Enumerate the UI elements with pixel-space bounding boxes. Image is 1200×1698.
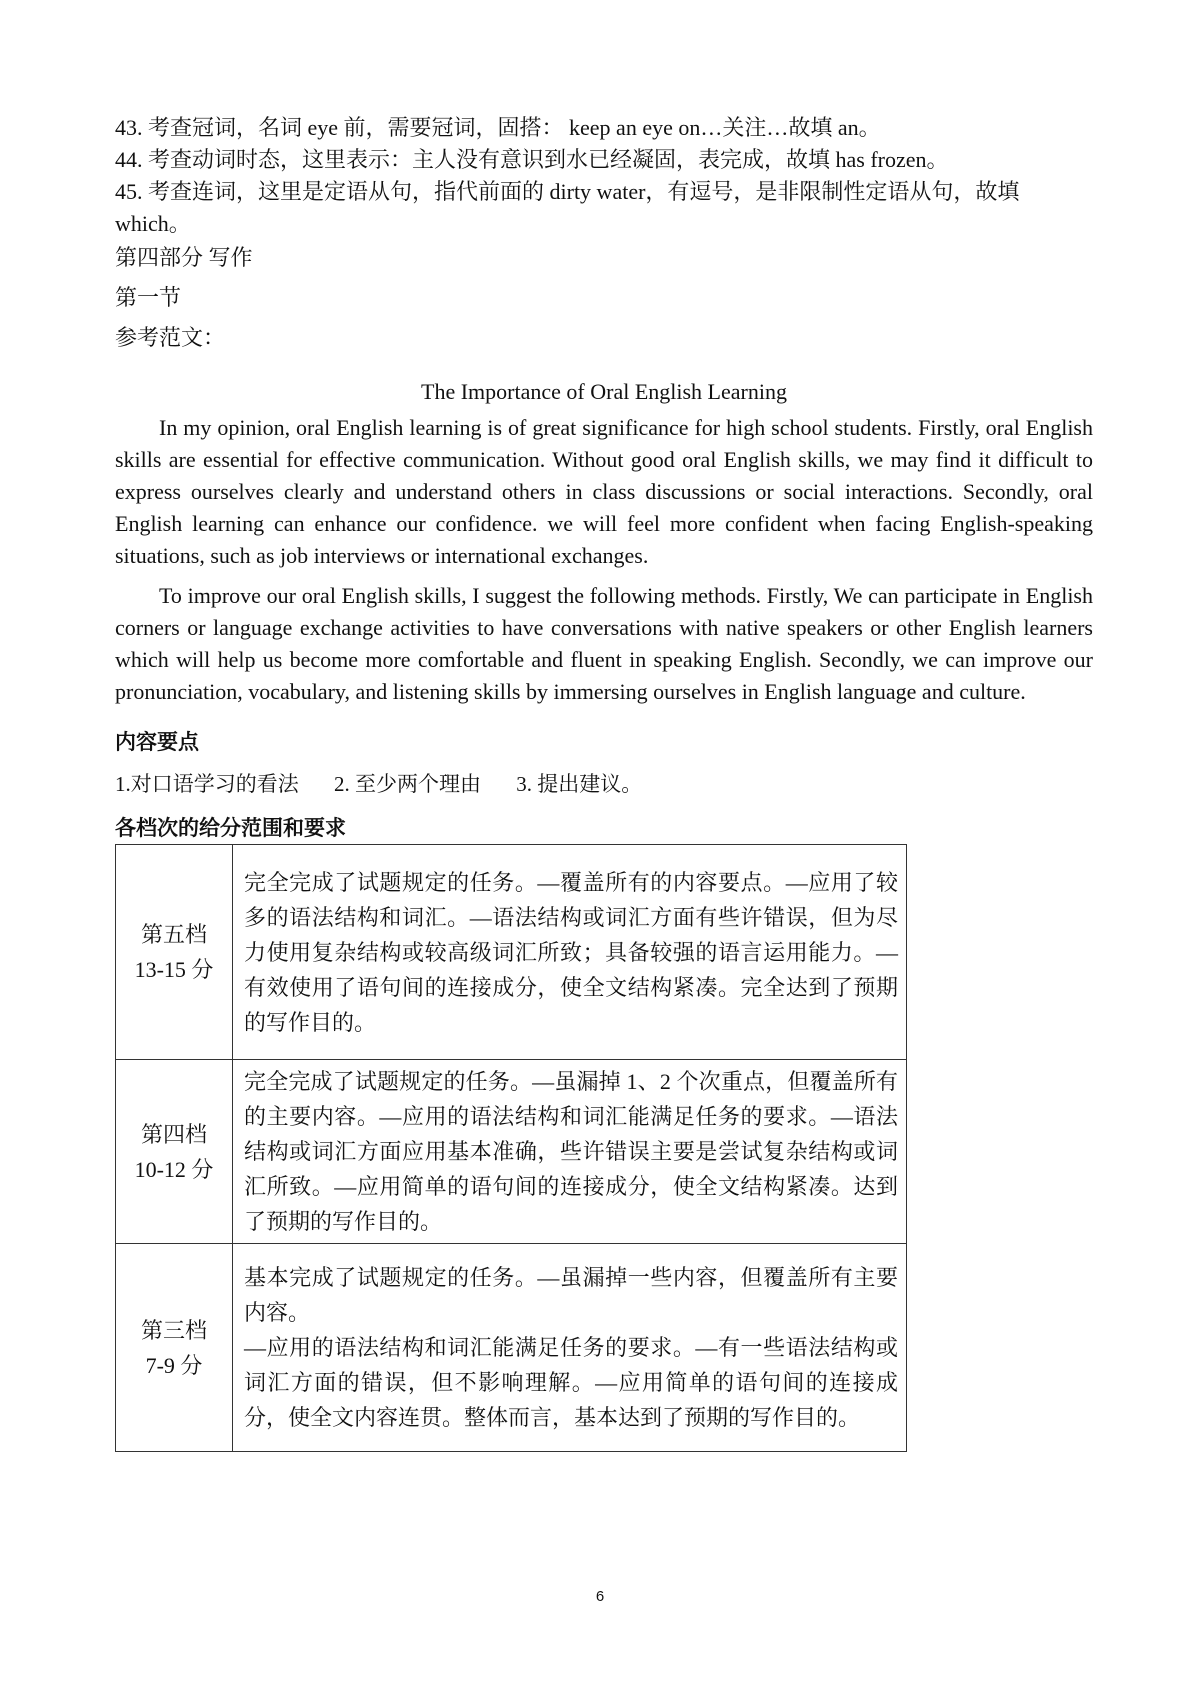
answer-45: 45. 考查连词，这里是定语从句，指代前面的 dirty water，有逗号，是非限制性定语从句，故填 which。 (115, 179, 1020, 236)
scoring-table (115, 844, 907, 1452)
scoring-heading: 各档次的给分范围和要求 (115, 816, 346, 840)
grade-description: 完全完成了试题规定的任务。—虽漏掉 1、2 个次重点，但覆盖所有的主要内容。—应用的语法结构和词汇能满足任务的要求。—语法结构或词汇方面应用基本准确，些许错误主要是尝试复杂结构或词汇所致。—应用简单的语句间的连接成分，使全文结构紧凑。达到了预期的写作目的。 (233, 1060, 907, 1244)
grade-range: 13-15 分 (134, 957, 214, 982)
answer-44: 44. 考查动词时态，这里表示：主人没有意识到水已经凝固，表完成，故填 has frozen。 (115, 147, 949, 172)
grade-description (233, 1244, 907, 1452)
grade-range: 10-12 分 (134, 1156, 214, 1182)
page-number: 6 (595, 1588, 605, 1605)
content-point-3: 3. 提出建议。 (516, 772, 643, 796)
grade-description: 完全完成了试题规定的任务。—覆盖所有的内容要点。—应用了较多的语法结构和词汇。—语法结构或词汇方面有些许错误，但为尽力使用复杂结构或较高级词汇所致；具备较强的语言运用能力。—有效使用了语句间的连接成分，使全文结构紧凑。完全达到了预期的写作目的。 (233, 845, 907, 1060)
sample-label: 参考范文： (115, 325, 226, 350)
grade-cell (116, 845, 233, 1060)
essay-paragraph-2: To improve our oral English skills, I suggest the following methods. Firstly, We can participate in English corners or language exchange activities to have conversations with native speakers or other English learners which will help us become more comfortable and fluent in speaking English. Secondly, we can improve our pronunciation, vocabulary, and listening skills by immersing ourselves in English language and culture. (115, 583, 1093, 704)
grade-description-line: 基本完成了试题规定的任务。—虽漏掉一些内容，但覆盖所有主要内容。 (244, 1265, 898, 1325)
grade-name: 第四档 (140, 1121, 207, 1147)
document-page (115, 112, 1093, 1452)
grade-description-line: —应用的语法结构和词汇能满足任务的要求。—有一些语法结构或词汇方面的错误，但不影响理解。—应用简单的语句间的连接成分，使全文内容连贯。整体而言，基本达到了预期的写作目的。 (244, 1335, 898, 1430)
answer-43: 43. 考查冠词，名词 eye 前，需要冠词，固搭： keep an eye on…关注…故填 an。 (115, 115, 881, 140)
content-point-1: 1.对口语学习的看法 (115, 772, 299, 796)
grade-name: 第五档 (140, 922, 207, 947)
section-title: 第一节 (115, 285, 182, 310)
content-points-list (115, 768, 1093, 800)
table-row (116, 1060, 907, 1244)
part-title: 第四部分 写作 (115, 245, 253, 270)
essay-paragraph-1: In my opinion, oral English learning is of great significance for high school students. Firstly, oral English skills are essential for effective communication. Without good oral English skills, we may find it difficult to express ourselves clearly and understand others in class discussions or social interactions. Secondly, oral English learning can enhance our confidence. we will feel more confident when facing English-speaking situations, such as job interviews or international exchanges. (115, 415, 1093, 568)
table-row (116, 845, 907, 1060)
grade-cell (116, 1060, 233, 1244)
table-row (116, 1244, 907, 1452)
grade-name: 第三档 (140, 1317, 207, 1343)
essay-title: The Importance of Oral English Learning (421, 379, 787, 404)
content-points-heading: 内容要点 (115, 730, 199, 754)
grade-cell (116, 1244, 233, 1452)
content-point-2: 2. 至少两个理由 (334, 772, 481, 796)
grade-range: 7-9 分 (145, 1352, 203, 1378)
